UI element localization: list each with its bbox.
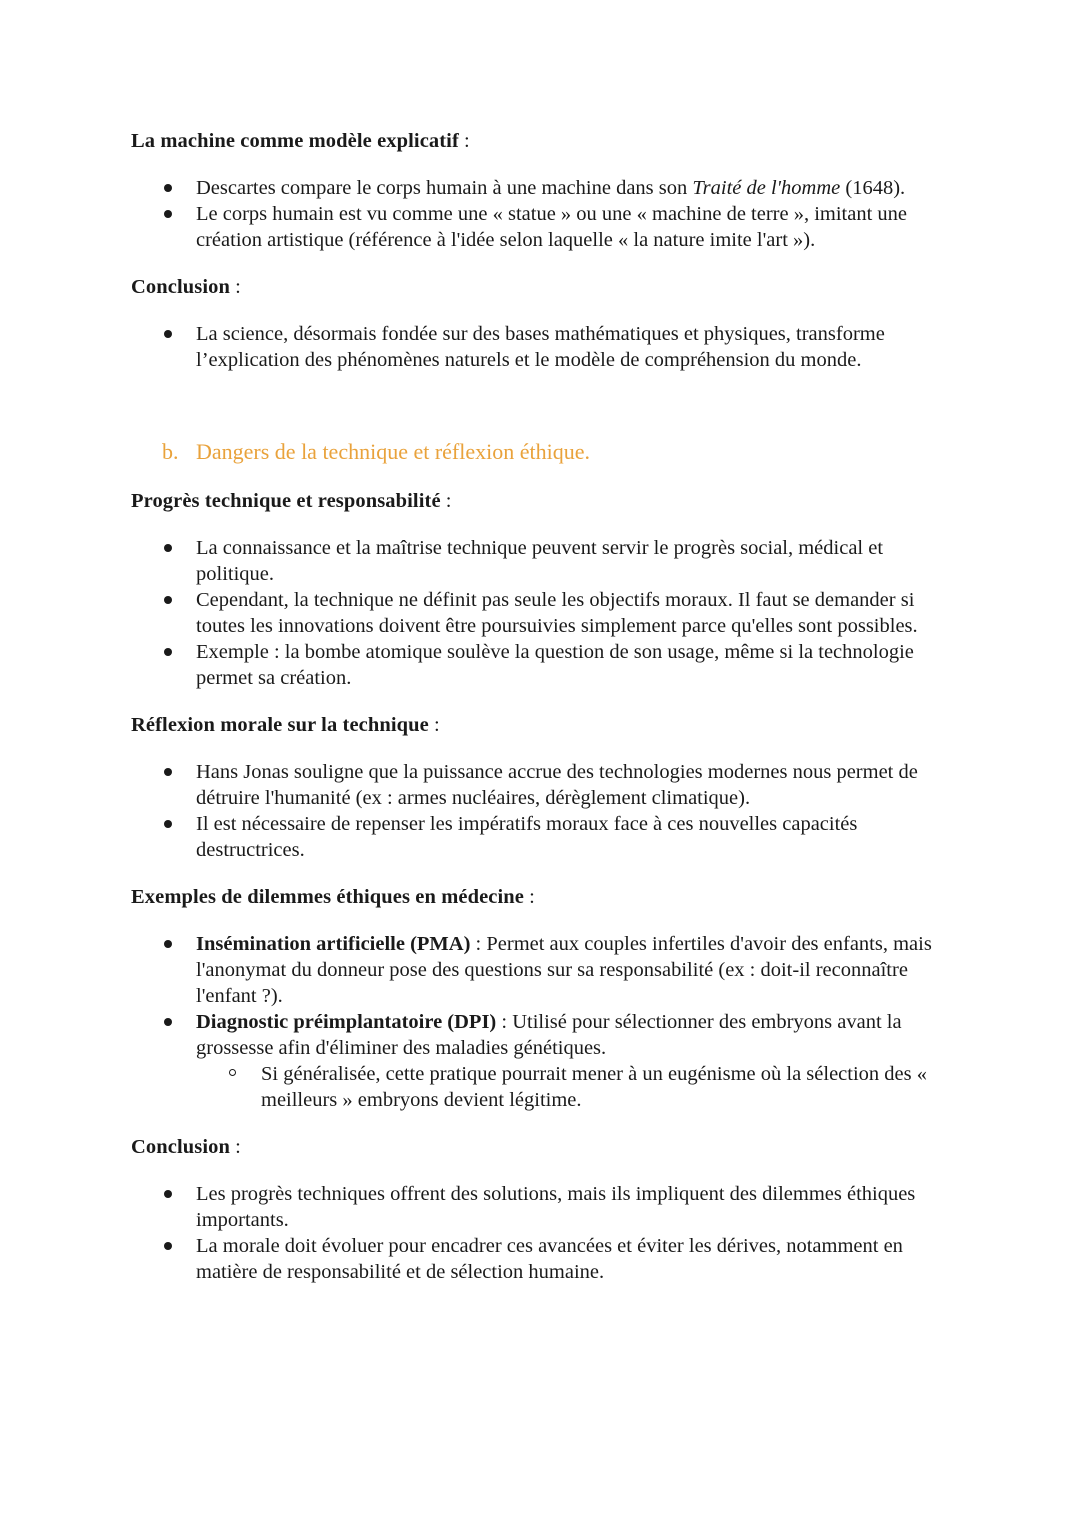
bullet-list-dilemmes [131, 931, 951, 1113]
term-bold: Insémination artificielle (PMA) [196, 933, 471, 955]
bullet-icon [164, 330, 172, 338]
section-heading-machine [131, 128, 951, 154]
list-item-text: Il est nécessaire de repenser les impératifs moraux face à ces nouvelles capacités destructrices. [196, 813, 858, 861]
heading-bold-text: Réflexion morale sur la technique [131, 714, 429, 736]
list-item-text: (1648). [840, 177, 906, 199]
list-item-text: La connaissance et la maîtrise technique peuvent servir le progrès social, médical et politique. [196, 537, 884, 585]
list-item [131, 535, 951, 587]
section-heading-conclusion-2 [131, 1134, 951, 1160]
subheading-dangers [131, 439, 951, 469]
heading-bold-text: La machine comme modèle explicatif [131, 130, 459, 152]
list-item [131, 321, 951, 373]
list-item [131, 811, 951, 863]
section-heading-progres [131, 488, 951, 514]
bullet-icon [164, 820, 172, 828]
heading-suffix: : [229, 1136, 241, 1158]
list-item [131, 931, 951, 1009]
heading-bold-text: Exemples de dilemmes éthiques en médecine [131, 886, 524, 908]
list-item-text: Cependant, la technique ne définit pas seule les objectifs moraux. Il faut se demander si toutes les innovations doivent être poursuivies simplement parce qu'elles sont possibles. [196, 589, 918, 637]
hollow-bullet-icon [229, 1069, 236, 1076]
bullet-icon [164, 940, 172, 948]
list-item-text: Hans Jonas souligne que la puissance accrue des technologies modernes nous permet de détruire l'humanité (ex : armes nucléaires, dérèglement climatique). [196, 761, 918, 809]
bullet-icon [164, 1242, 172, 1250]
term-bold: Diagnostic préimplantatoire (DPI) [196, 1011, 497, 1033]
heading-suffix: : [440, 490, 452, 512]
bullet-icon [164, 648, 172, 656]
list-item [131, 175, 951, 201]
bullet-icon [164, 544, 172, 552]
bullet-icon [164, 184, 172, 192]
list-item [131, 201, 951, 253]
spacer [131, 394, 951, 439]
sub-bullet-list [196, 1061, 951, 1113]
list-item [131, 1009, 951, 1113]
list-item-text: La science, désormais fondée sur des bases mathématiques et physiques, transforme l’explication des phénomènes naturels et le modèle de compréhension du monde. [196, 323, 885, 371]
bullet-list-conclusion-2 [131, 1181, 951, 1285]
bullet-list-progres [131, 535, 951, 691]
list-item-text: Exemple : la bombe atomique soulève la question de son usage, même si la technologie permet sa création. [196, 641, 914, 689]
subheading-title: Dangers de la technique et réflexion éthique. [196, 439, 591, 464]
list-item [131, 587, 951, 639]
list-item-text: Les progrès techniques offrent des solutions, mais ils impliquent des dilemmes éthiques importants. [196, 1183, 916, 1231]
heading-suffix: : [458, 130, 470, 152]
section-heading-reflexion [131, 712, 951, 738]
list-item-text: Si généralisée, cette pratique pourrait mener à un eugénisme où la sélection des « meilleurs » embryons devient légitime. [261, 1063, 927, 1111]
bullet-list-reflexion [131, 759, 951, 863]
heading-bold-text: Progrès technique et responsabilité [131, 490, 441, 512]
heading-suffix: : [428, 714, 440, 736]
bullet-list-conclusion-1 [131, 321, 951, 373]
heading-suffix: : [229, 276, 241, 298]
document-page [131, 128, 951, 1306]
bullet-icon [164, 596, 172, 604]
bullet-icon [164, 768, 172, 776]
subheading-marker: b. [162, 439, 179, 464]
list-item [131, 1181, 951, 1233]
bullet-icon [164, 210, 172, 218]
section-heading-conclusion-1 [131, 274, 951, 300]
book-title-italic: Traité de l'homme [692, 177, 841, 199]
bullet-list-machine [131, 175, 951, 253]
heading-bold-text: Conclusion [131, 276, 230, 298]
list-item-text: Descartes compare le corps humain à une machine dans son [196, 177, 693, 199]
heading-suffix: : [524, 886, 535, 908]
list-item [131, 759, 951, 811]
list-item-text: Le corps humain est vu comme une « statue » ou une « machine de terre », imitant une création artistique (référence à l'idée selon laquelle « la nature imite l'art »). [196, 203, 908, 251]
sub-list-item [196, 1061, 951, 1113]
bullet-icon [164, 1018, 172, 1026]
list-item [131, 1233, 951, 1285]
list-item-text: La morale doit évoluer pour encadrer ces avancées et éviter les dérives, notamment en matière de responsabilité et de sélection humaine. [196, 1235, 903, 1283]
spacer [131, 469, 951, 488]
section-heading-dilemmes [131, 884, 951, 910]
bullet-icon [164, 1190, 172, 1198]
list-item-text: : Utilisé pour sélectionner des embryons avant la grossesse afin d'éliminer des maladies génétiques. [196, 1011, 902, 1059]
heading-bold-text: Conclusion [131, 1136, 230, 1158]
list-item-text: : Permet aux couples infertiles d'avoir des enfants, mais l'anonymat du donneur pose des questions sur sa responsabilité (ex : doit-il reconnaître l'enfant ?). [196, 933, 932, 1007]
list-item [131, 639, 951, 691]
